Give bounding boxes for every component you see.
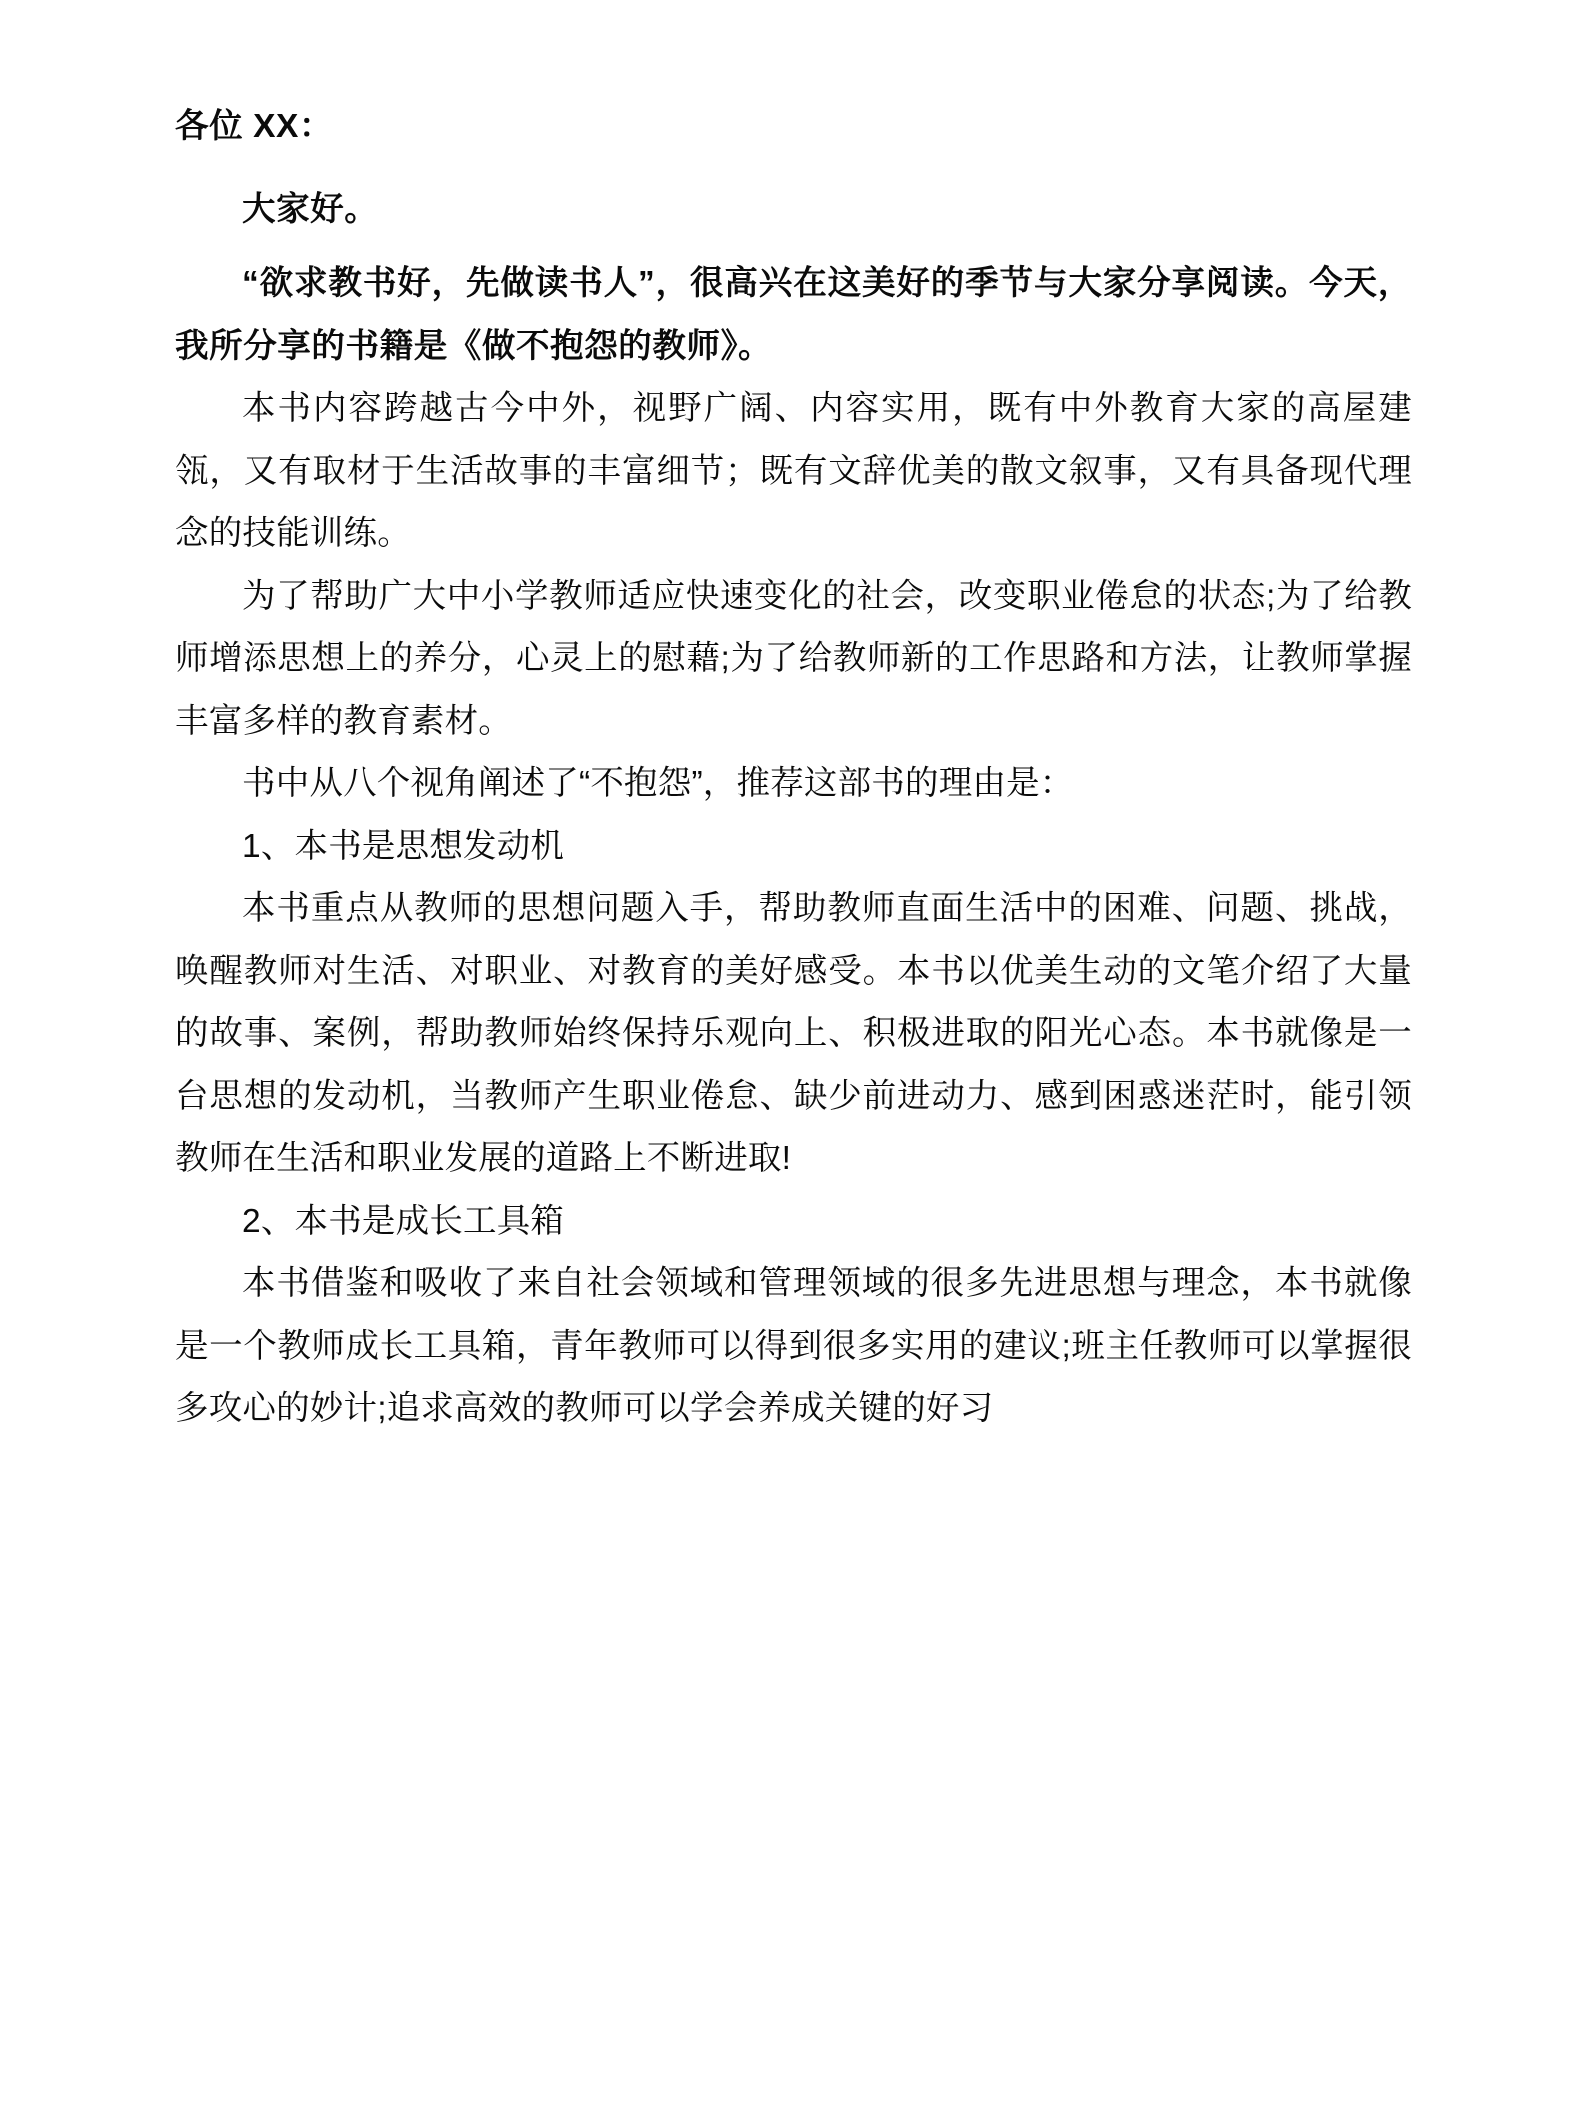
paragraph-reason-1-body: 本书重点从教师的思想问题入手，帮助教师直面生活中的困难、问题、挑战，唤醒教师对生活、对职业、对教育的美好感受。本书以优美生动的文笔介绍了大量的故事、案例，帮助教师始终保持乐观向上、积极进取的阳光心态。本书就像是一台思想的发动机，当教师产生职业倦怠、缺少前进动力、感到困惑迷茫时，能引领教师在生活和职业发展的道路上不断进取!: [175, 890, 1412, 1177]
paragraph-reason-2-body: 本书借鉴和吸收了来自社会领域和管理领域的很多先进思想与理念，本书就像是一个教师成长工具箱，青年教师可以得到很多实用的建议;班主任教师可以掌握很多攻心的妙计;追求高效的教师可以学会养成关键的好习: [175, 1265, 1412, 1427]
spacer: [175, 159, 1412, 179]
paragraph-salutation: 各位 XX：: [175, 108, 334, 145]
document-body: [175, 96, 1412, 1441]
paragraph-purpose: 为了帮助广大中小学教师适应快速变化的社会，改变职业倦怠的状态;为了给教师增添思想上的养分，心灵上的慰藉;为了给教师新的工作思路和方法，让教师掌握丰富多样的教育素材。: [175, 577, 1412, 740]
spacer: [175, 241, 1412, 253]
heading-reason-2: 2、本书是成长工具箱: [242, 1202, 565, 1240]
heading-reason-1: 1、本书是思想发动机: [242, 827, 565, 865]
paragraph-opening: “欲求教书好，先做读书人”，很高兴在这美好的季节与大家分享阅读。今天，我所分享的书籍是《做不抱怨的教师》。: [175, 265, 1412, 365]
paragraph-book-overview: 本书内容跨越古今中外，视野广阔、内容实用，既有中外教育大家的高屋建瓴，又有取材于生活故事的丰富细节；既有文辞优美的散文叙事，又有具备现代理念的技能训练。: [175, 390, 1412, 552]
paragraph-greeting: 大家好。: [242, 190, 379, 228]
paragraph-eight-perspectives: 书中从八个视角阐述了“不抱怨”，推荐这部书的理由是：: [242, 765, 1074, 802]
